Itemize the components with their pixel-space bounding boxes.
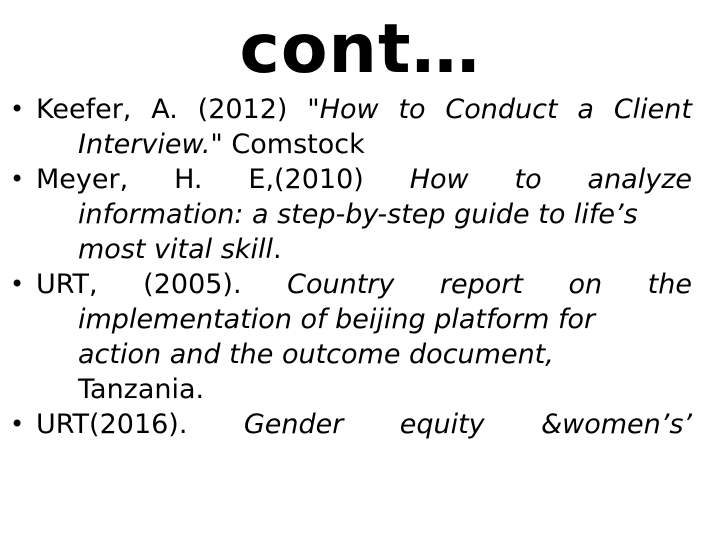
reference-period: . [272,234,282,265]
reference-list [8,92,692,447]
reference-item [8,407,692,447]
slide-title: cont… [239,10,481,89]
reference-title-cont: Interview." [78,129,223,160]
reference-title-cont: implementation of beijing platform for [78,304,596,335]
reference-publisher: Comstock [222,129,365,160]
bullet: • [10,410,25,438]
reference-title-cont: action and the outcome document, [78,339,554,370]
reference-title-cont: information: a step-by-step guide to life’s [78,199,638,230]
reference-title: Gender equity &women’s’ [243,409,692,440]
reference-item [8,92,692,162]
reference-item [8,267,692,407]
reference-author: Keefer, A. (2012) [36,94,308,125]
reference-author: URT(2016). [36,409,244,440]
bullet: • [10,165,25,193]
reference-item [8,162,692,267]
bullet: • [10,95,25,123]
reference-title: Country report on the [287,269,692,300]
reference-title: How to analyze [409,164,692,195]
reference-place: Tanzania. [78,374,205,405]
reference-title-cont: most vital skill [78,234,273,265]
bullet: • [10,270,25,298]
reference-author: URT, (2005). [36,269,288,300]
reference-title: "How to Conduct a Client [307,94,692,125]
reference-author: Meyer, H. E,(2010) [36,164,410,195]
